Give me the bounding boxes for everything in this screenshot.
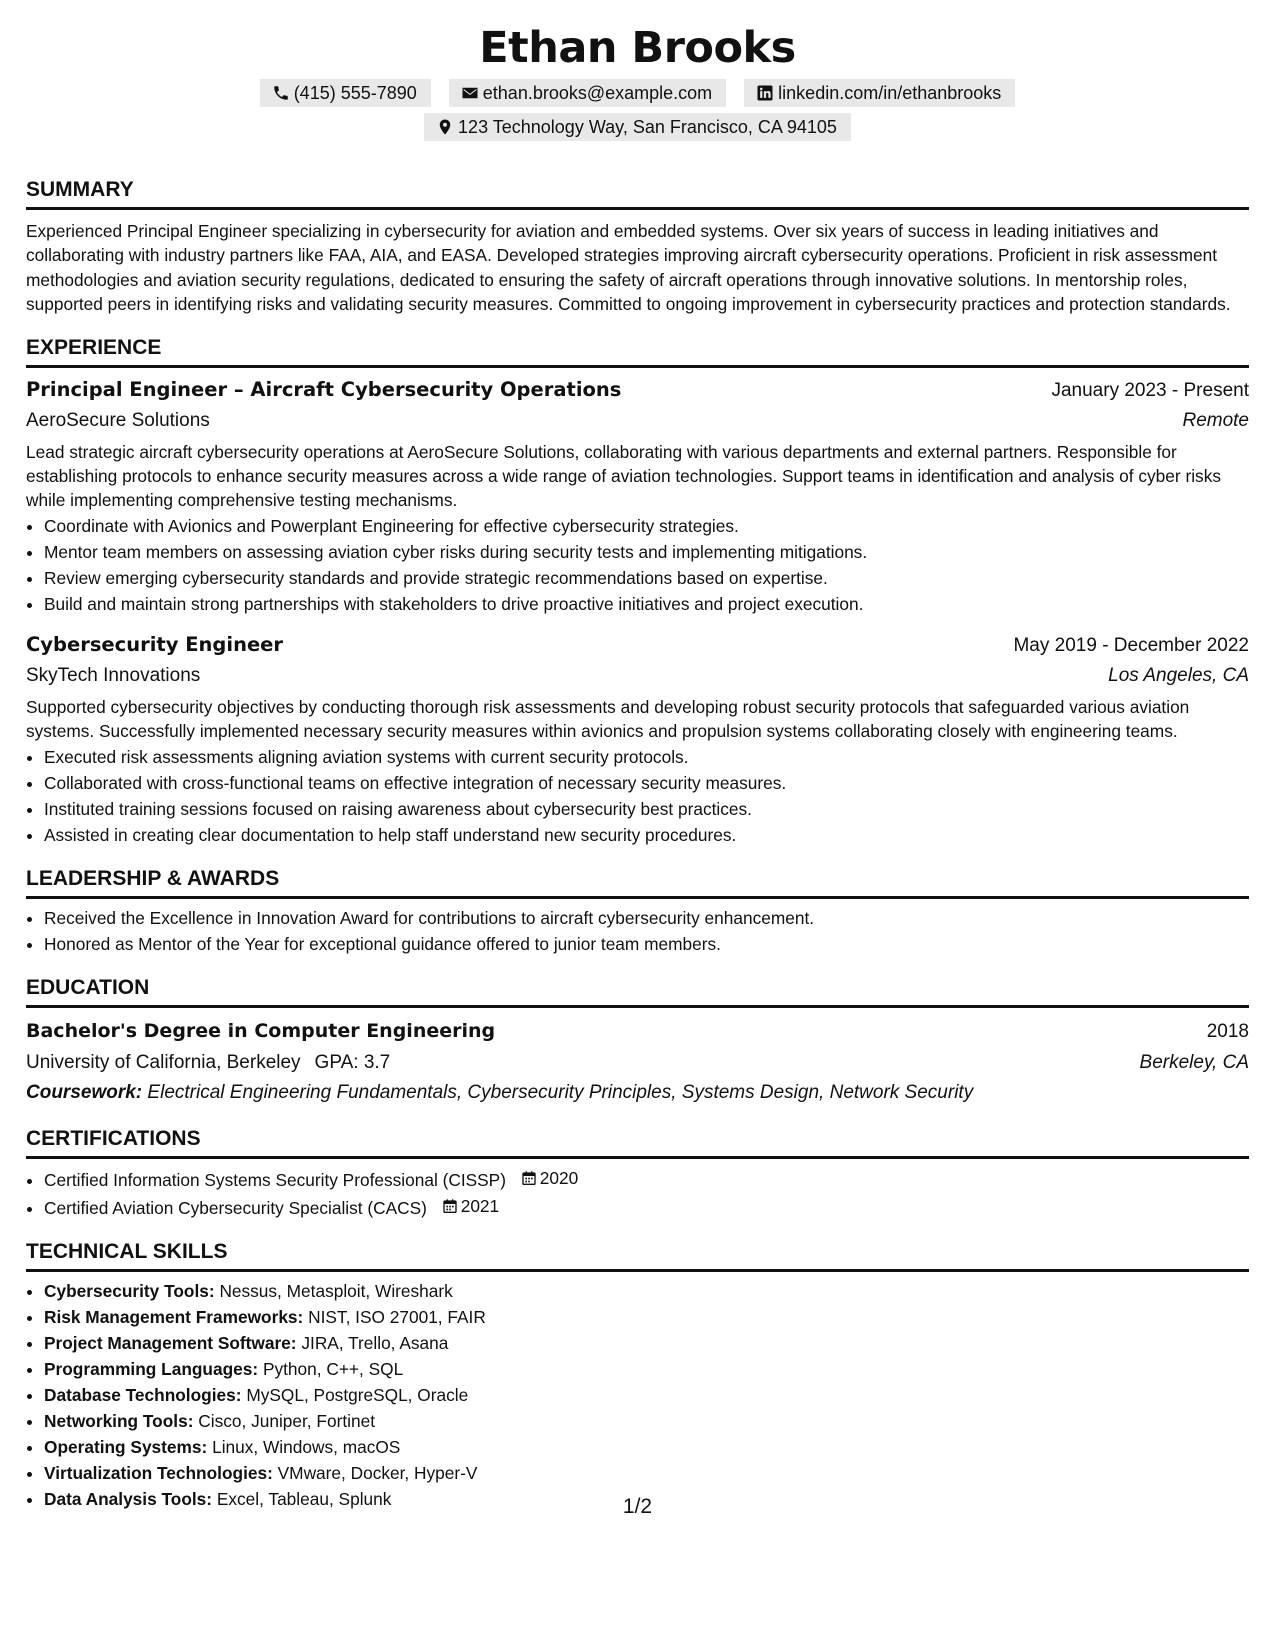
skill-label: Operating Systems:: [44, 1436, 208, 1457]
skills-section: [26, 1239, 1249, 1512]
list-item: [44, 1408, 1249, 1434]
gpa: GPA: 3.7: [314, 1051, 391, 1073]
cert-name: Certified Aviation Cybersecurity Specialist (CACS): [44, 1197, 427, 1218]
cert-year: 2020: [539, 1167, 579, 1188]
job-title: Principal Engineer – Aircraft Cybersecurity Operations: [26, 377, 622, 401]
job-company: AeroSecure Solutions: [26, 409, 210, 431]
envelope-icon: [461, 84, 479, 102]
skill-label: Data Analysis Tools:: [44, 1488, 213, 1509]
school-name: University of California, Berkeley: [26, 1051, 301, 1073]
list-item: • Mentor team members on assessing aviation cyber risks during security tests and implementing mitigations.: [44, 539, 1249, 565]
skill-label: Networking Tools:: [44, 1410, 194, 1431]
leadership-list: [26, 905, 1249, 957]
job-location: Remote: [1182, 409, 1249, 431]
page-indicator: 1/2: [622, 1495, 653, 1518]
list-item: • Review emerging cybersecurity standards and provide strategic recommendations based on expertise.: [44, 565, 1249, 591]
job-entry: [26, 631, 1249, 848]
phone-chip: [260, 79, 431, 107]
list-item: [44, 1278, 1249, 1304]
experience-heading: EXPERIENCE: [26, 335, 1249, 368]
list-item: [44, 1304, 1249, 1330]
map-pin-icon: [436, 118, 454, 136]
address-row: [26, 113, 1249, 141]
calendar-icon: [442, 1198, 458, 1214]
skill-value: NIST, ISO 27001, FAIR: [308, 1306, 486, 1327]
job-dates: January 2023 - Present: [1051, 379, 1249, 401]
graduation-year: 2018: [1206, 1020, 1249, 1042]
summary-section: [26, 177, 1249, 317]
skill-label: Programming Languages:: [44, 1358, 259, 1379]
certifications-section: [26, 1126, 1249, 1221]
email-chip[interactable]: [449, 79, 726, 107]
linkedin-chip[interactable]: [744, 79, 1015, 107]
job-bullets: [26, 744, 1249, 848]
address-chip: [424, 113, 851, 141]
cert-year: 2021: [460, 1195, 500, 1216]
coursework-list: Electrical Engineering Fundamentals, Cybersecurity Principles, Systems Design, Network Security: [147, 1081, 974, 1103]
email-text[interactable]: ethan.brooks@example.com: [482, 83, 713, 103]
summary-heading: SUMMARY: [26, 177, 1249, 210]
skill-value: VMware, Docker, Hyper-V: [277, 1462, 478, 1483]
skill-value: Python, C++, SQL: [262, 1358, 404, 1379]
summary-text: Experienced Principal Engineer specializing in cybersecurity for aviation and embedded systems. Over six years of success in leading initiatives and collaborating with industry partners like FAA, AIA, and EASA. Developed strategies improving aircraft cybersecurity operations. Proficient in risk assessment methodologies and aviation security regulations, dedicated to ensuring the safety of aircraft operations through innovative solutions. In mentorship roles, supported peers in identifying risks and validating security measures. Committed to ongoing improvement in cybersecurity practices and protection standards.: [26, 221, 1231, 315]
skills-list: [26, 1278, 1249, 1512]
coursework-label: Coursework:: [26, 1081, 143, 1103]
skills-heading: TECHNICAL SKILLS: [26, 1239, 1249, 1272]
skill-value: Nessus, Metasploit, Wireshark: [219, 1280, 453, 1301]
skill-value: Excel, Tableau, Splunk: [216, 1488, 392, 1509]
education-section: [26, 975, 1249, 1108]
school-location: Berkeley, CA: [1139, 1051, 1249, 1073]
list-item: [44, 1193, 1249, 1221]
experience-section: [26, 335, 1249, 848]
skill-value: Cisco, Juniper, Fortinet: [198, 1410, 375, 1431]
list-item: • Honored as Mentor of the Year for exceptional guidance offered to junior team members.: [44, 931, 1249, 957]
list-item: • Coordinate with Avionics and Powerplant Engineering for effective cybersecurity strategies.: [44, 513, 1249, 539]
job-title: Cybersecurity Engineer: [26, 632, 284, 656]
degree-title: Bachelor's Degree in Computer Engineering: [26, 1019, 496, 1042]
list-item: [44, 1330, 1249, 1356]
list-item: [44, 1434, 1249, 1460]
list-item: • Executed risk assessments aligning aviation systems with current security protocols.: [44, 744, 1249, 770]
job-location: Los Angeles, CA: [1108, 664, 1249, 686]
job-dates: May 2019 - December 2022: [1013, 634, 1249, 656]
education-heading: EDUCATION: [26, 975, 1249, 1008]
list-item: • Build and maintain strong partnerships with stakeholders to drive proactive initiatives and project execution.: [44, 591, 1249, 617]
job-description: Lead strategic aircraft cybersecurity operations at AeroSecure Solutions, collaborating with various departments and external partners. Responsible for establishing protocols to enhance security measures across a wide range of aviation technologies. Support teams in identification and analysis of cyber risks while implementing comprehensive testing mechanisms.: [26, 441, 1221, 511]
resume-content: [26, 22, 1249, 1512]
skill-label: Project Management Software:: [44, 1332, 297, 1353]
list-item: [44, 1165, 1249, 1193]
linkedin-text[interactable]: linkedin.com/in/ethanbrooks: [778, 83, 1002, 103]
skill-value: JIRA, Trello, Asana: [301, 1332, 449, 1353]
list-item: • Assisted in creating clear documentation to help staff understand new security procedures.: [44, 822, 1249, 848]
list-item: [44, 1460, 1249, 1486]
education-entry: [26, 1016, 1249, 1108]
list-item: • Received the Excellence in Innovation Award for contributions to aircraft cybersecurity enhancement.: [44, 905, 1249, 931]
certifications-heading: CERTIFICATIONS: [26, 1126, 1249, 1159]
skill-value: MySQL, PostgreSQL, Oracle: [246, 1384, 469, 1405]
phone-text: (415) 555-7890: [293, 83, 417, 103]
leadership-section: [26, 866, 1249, 957]
cert-name: Certified Information Systems Security Professional (CISSP): [44, 1169, 506, 1190]
skill-label: Database Technologies:: [44, 1384, 242, 1405]
job-entry: [26, 376, 1249, 617]
skill-value: Linux, Windows, macOS: [212, 1436, 401, 1457]
phone-icon: [272, 84, 290, 102]
list-item: [44, 1382, 1249, 1408]
skill-label: Virtualization Technologies:: [44, 1462, 273, 1483]
address-text: 123 Technology Way, San Francisco, CA 94105: [458, 117, 837, 137]
list-item: [44, 1356, 1249, 1382]
calendar-icon: [521, 1170, 537, 1186]
certifications-list: [26, 1165, 1249, 1221]
coursework: [26, 1078, 1249, 1108]
contact-row: [26, 79, 1249, 107]
list-item: • Collaborated with cross-functional teams on effective integration of necessary security measures.: [44, 770, 1249, 796]
job-company: SkyTech Innovations: [26, 664, 201, 686]
job-bullets: [26, 513, 1249, 617]
skill-label: Cybersecurity Tools:: [44, 1280, 215, 1301]
leadership-heading: LEADERSHIP & AWARDS: [26, 866, 1249, 899]
list-item: • Instituted training sessions focused on raising awareness about cybersecurity best practices.: [44, 796, 1249, 822]
skill-label: Risk Management Frameworks:: [44, 1306, 304, 1327]
job-description: Supported cybersecurity objectives by conducting thorough risk assessments and developing robust security protocols that safeguarded various aviation systems. Successfully implemented necessary security measures within avionics and propulsion systems collaborating closely with engineering teams.: [26, 696, 1190, 742]
linkedin-icon: [756, 84, 774, 102]
candidate-name: Ethan Brooks: [479, 23, 796, 73]
